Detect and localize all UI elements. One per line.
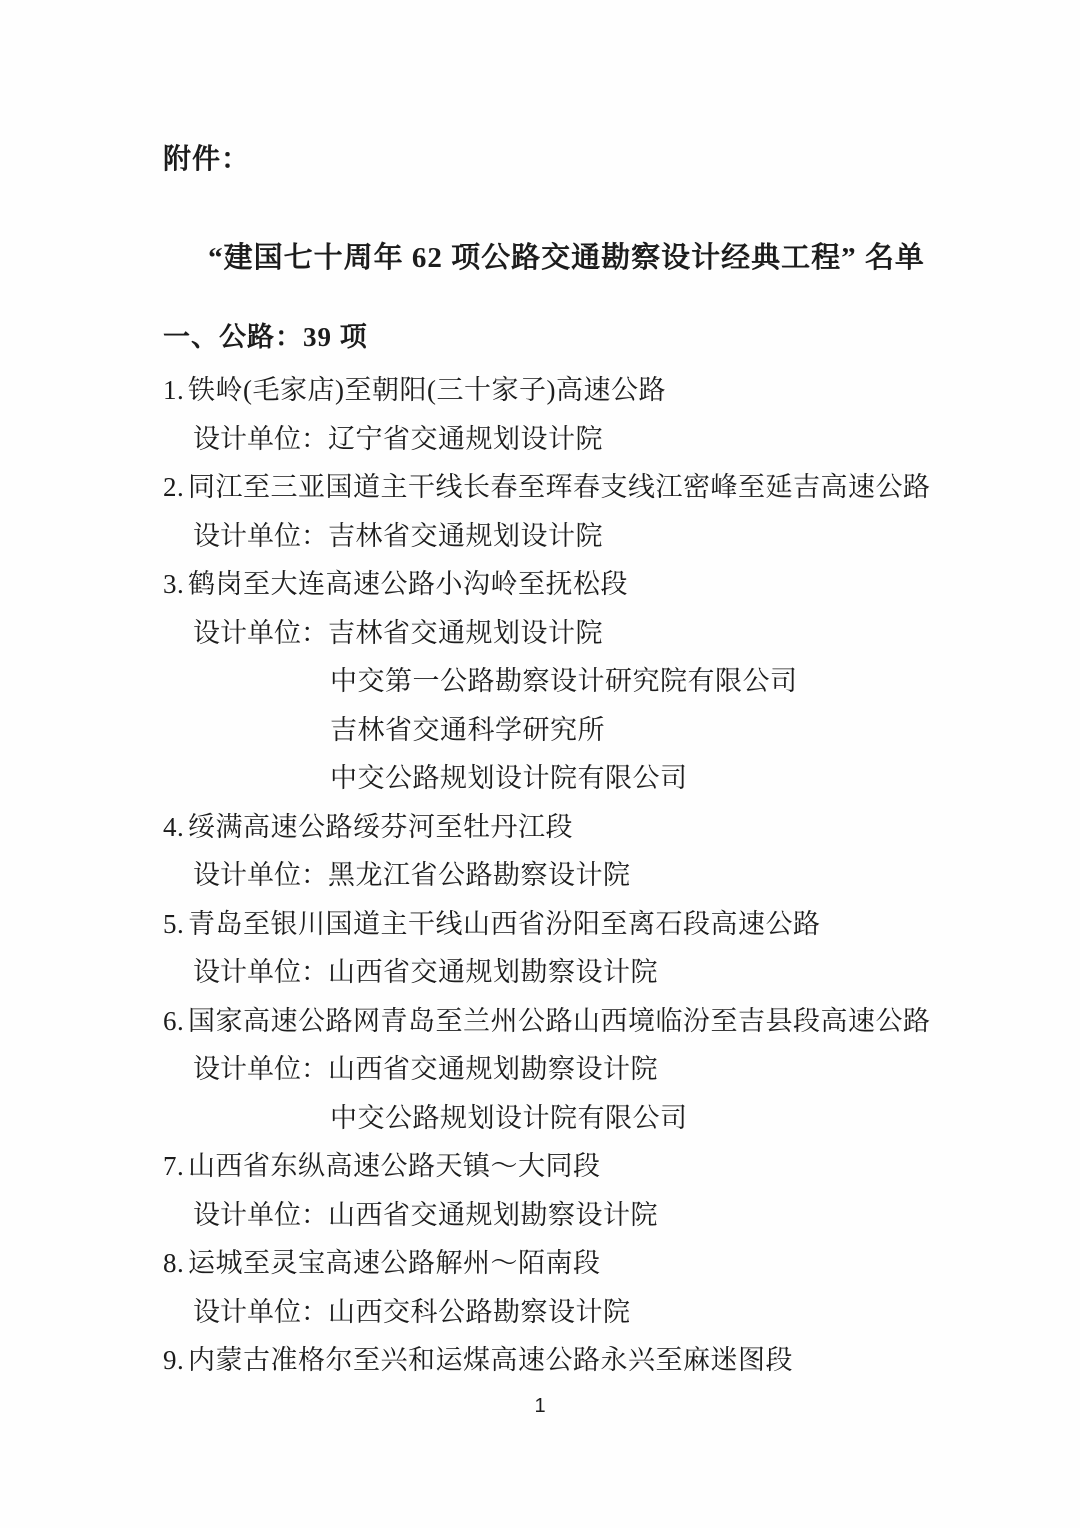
designer-name: 辽宁省交通规划设计院 xyxy=(328,423,603,454)
designer-name: 吉林省交通规划设计院 xyxy=(328,520,603,551)
project-item xyxy=(163,997,1000,1143)
project-number: 4. xyxy=(163,811,185,842)
project-number: 7. xyxy=(163,1151,185,1181)
designer-label: 设计单位： xyxy=(193,1199,328,1230)
project-item xyxy=(163,803,1000,900)
designer-label: 设计单位： xyxy=(193,957,328,987)
page-number: 1 xyxy=(534,1394,546,1417)
project-name: 山西省东纵高速公路天镇～大同段 xyxy=(188,1151,601,1181)
designer-name: 吉林省交通科学研究所 xyxy=(330,714,605,745)
designer-label: 设计单位： xyxy=(193,860,328,890)
section-heading: 一、公路：39 项 xyxy=(163,322,368,352)
project-number: 9. xyxy=(163,1345,185,1375)
project-item xyxy=(163,1142,1000,1239)
project-number: 5. xyxy=(163,908,185,939)
designer-name: 中交第一公路勘察设计研究院有限公司 xyxy=(330,666,798,696)
project-number: 3. xyxy=(163,569,185,599)
designer-label: 设计单位： xyxy=(193,617,328,648)
designer-name: 山西省交通规划勘察设计院 xyxy=(328,1199,658,1230)
project-item xyxy=(163,900,1000,997)
project-name: 青岛至银川国道主干线山西省汾阳至离石段高速公路 xyxy=(188,908,821,939)
project-name: 铁岭(毛家店)至朝阳(三十家子)高速公路 xyxy=(188,375,666,405)
designer-label: 设计单位： xyxy=(193,423,328,454)
designer-label: 设计单位： xyxy=(193,1296,328,1327)
project-name: 内蒙古准格尔至兴和运煤高速公路永兴至麻迷图段 xyxy=(188,1345,793,1375)
designer-name: 山西交科公路勘察设计院 xyxy=(328,1296,631,1327)
project-name: 国家高速公路网青岛至兰州公路山西境临汾至吉县段高速公路 xyxy=(188,1005,931,1036)
project-number: 1. xyxy=(163,375,185,405)
designer-label: 设计单位： xyxy=(193,1054,328,1084)
designer-label: 设计单位： xyxy=(193,520,328,551)
project-name: 同江至三亚国道主干线长春至珲春支线江密峰至延吉高速公路 xyxy=(188,472,931,502)
project-item xyxy=(163,1239,1000,1336)
project-item xyxy=(163,560,1000,803)
document-title: “建国七十周年 62 项公路交通勘察设计经典工程” 名单 xyxy=(208,242,925,274)
designer-name: 山西省交通规划勘察设计院 xyxy=(328,957,658,987)
designer-name: 吉林省交通规划设计院 xyxy=(328,617,603,648)
project-item xyxy=(163,366,1000,463)
designer-name: 山西省交通规划勘察设计院 xyxy=(328,1054,658,1084)
project-name: 绥满高速公路绥芬河至牡丹江段 xyxy=(188,811,573,842)
designer-name: 中交公路规划设计院有限公司 xyxy=(330,763,688,793)
project-number: 2. xyxy=(163,472,185,502)
project-name: 鹤岗至大连高速公路小沟岭至抚松段 xyxy=(188,569,628,599)
designer-name: 中交公路规划设计院有限公司 xyxy=(330,1102,688,1133)
project-name: 运城至灵宝高速公路解州～陌南段 xyxy=(188,1248,601,1278)
project-item xyxy=(163,1336,1000,1385)
project-item xyxy=(163,463,1000,560)
project-list xyxy=(163,366,1000,1385)
designer-name: 黑龙江省公路勘察设计院 xyxy=(328,860,631,890)
project-number: 6. xyxy=(163,1005,185,1036)
project-number: 8. xyxy=(163,1248,185,1278)
attachment-label: 附件： xyxy=(163,144,251,175)
